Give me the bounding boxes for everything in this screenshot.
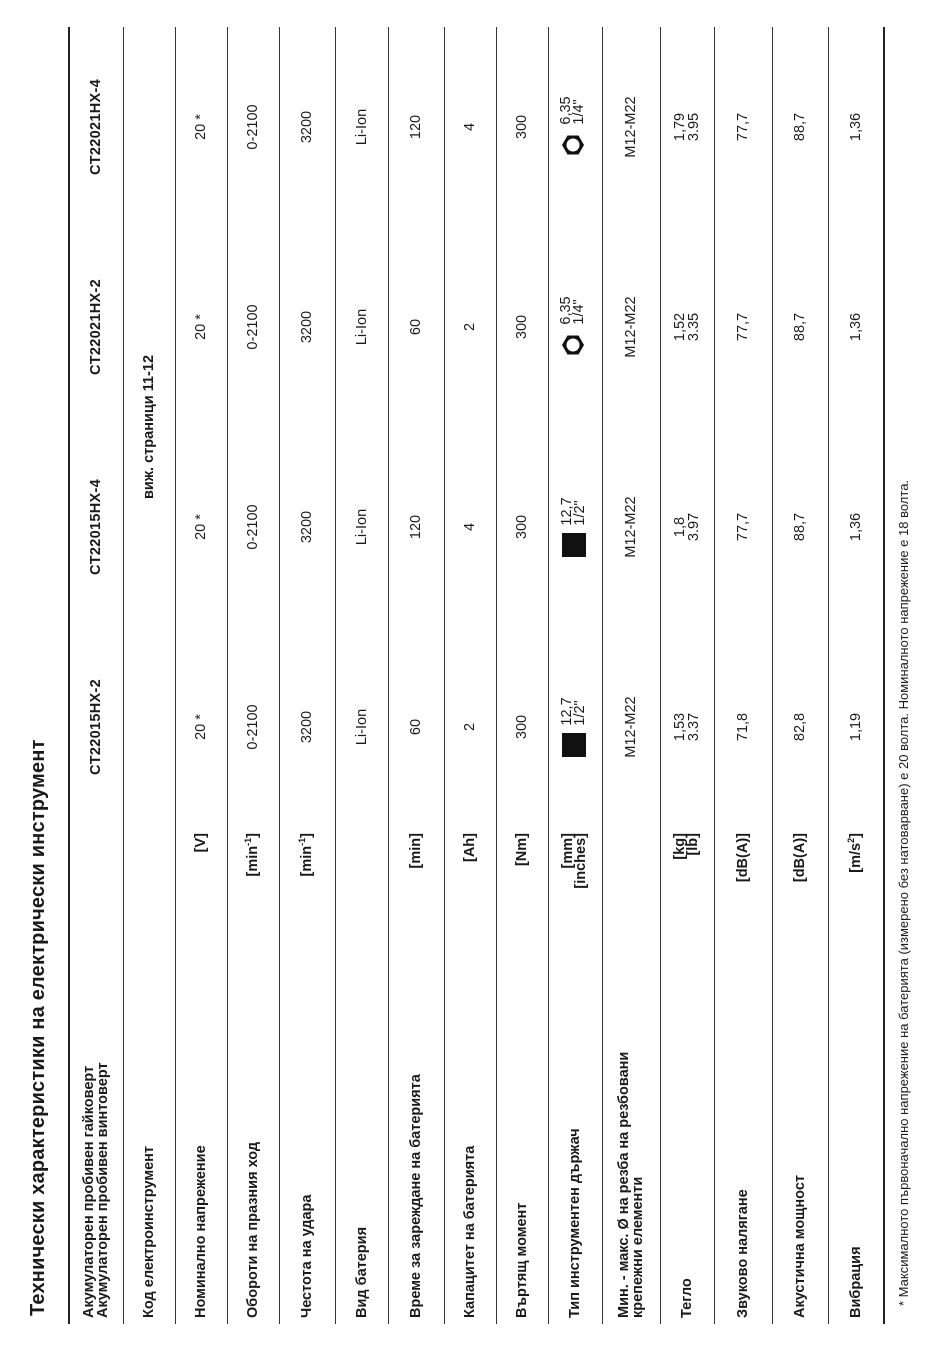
model-ct22021hx-2: CT22021HX-2 (88, 279, 105, 375)
spec-value: 88,7 (792, 312, 808, 342)
weight-value-stack (673, 313, 701, 341)
unit-close: ] (245, 833, 261, 838)
spec-value: 77,7 (735, 512, 751, 542)
spec-label: Звуково налягане (735, 1189, 751, 1318)
code-value: виж. страници 11-12 (141, 354, 157, 500)
chuck-value (548, 227, 602, 427)
weight-lb: 3.97 (685, 512, 702, 542)
spec-label: Капацитет на батерията (462, 1145, 478, 1318)
spec-value: Li-Ion (353, 508, 370, 546)
spec-value: 3200 (299, 310, 315, 344)
code-row (123, 27, 175, 1324)
spec-value: 2 (462, 722, 478, 732)
thread-value: M12-M22 (623, 696, 639, 758)
spec-value: 300 (514, 514, 530, 540)
spec-value: 60 (408, 718, 424, 736)
spec-value: 1,36 (847, 512, 864, 542)
chuck-size-inch: 1/2" (571, 500, 588, 526)
header-unit-cell (69, 827, 123, 1012)
chuck-value-group (560, 96, 586, 157)
chuck-size-mm: 6,35 (558, 96, 574, 125)
weight-row (660, 27, 714, 1324)
unit-base: [m/s (847, 842, 864, 873)
spec-unit: [Ah] (462, 833, 478, 862)
spec-unit: [dB(A)] (792, 833, 808, 883)
spec-row (175, 27, 227, 1324)
chuck-size-mm: 12,7 (558, 697, 575, 726)
weight-kg: 1,8 (671, 516, 688, 538)
spec-value: 20 * (193, 114, 209, 140)
spec-value: 1,36 (847, 112, 864, 142)
spec-value: 20 * (193, 714, 209, 740)
spec-value: 4 (462, 522, 478, 532)
thread-value: M12-M22 (623, 496, 639, 558)
page-title: Технически характеристики на електрически инструмент (27, 739, 49, 1316)
spec-row (388, 27, 444, 1324)
weight-value-stack (673, 513, 701, 541)
thread-value: M12-M22 (623, 96, 639, 158)
unit-inches: [inches] (572, 833, 589, 889)
chuck-value-group (558, 497, 588, 556)
spec-value: 3200 (299, 710, 315, 744)
chuck-unit-stack (559, 833, 589, 889)
spec-unit (227, 827, 279, 1012)
square-drive-icon (562, 733, 586, 757)
thread-label-line-1: Мин. - макс. Ø на резба на резбовани (615, 1051, 632, 1318)
chuck-value (548, 627, 602, 827)
spec-value: 3200 (299, 110, 315, 144)
spec-value: Li-Ion (353, 708, 370, 746)
spec-value: 77,7 (735, 112, 751, 142)
unit-close: ] (847, 833, 864, 838)
footnote: * Максималното първоначално напрежение на батерията (измерено без натоварване) е 20 волта. Номиналното напрежение е 18 волта. (896, 479, 911, 1306)
unit-mm: [mm] (559, 833, 576, 869)
unit-superscript: -1 (243, 837, 254, 846)
thread-label (602, 1012, 660, 1324)
weight-label: Тегло (679, 1278, 695, 1318)
spec-row (444, 27, 496, 1324)
spec-value: Li-Ion (353, 108, 370, 146)
spec-unit (279, 827, 335, 1012)
weight-unit-stack (671, 833, 701, 860)
spec-value: 300 (514, 114, 530, 140)
spec-value: 1,19 (847, 712, 864, 742)
chuck-row (548, 27, 602, 1324)
spec-value: 88,7 (792, 512, 808, 542)
chuck-size-stack (558, 697, 588, 726)
spec-label: Вид батерия (353, 1226, 370, 1318)
weight-unit (660, 827, 714, 1012)
weight-value (660, 427, 714, 627)
spec-value: 77,7 (735, 312, 751, 342)
spec-row (227, 27, 279, 1324)
weight-lb: 3.95 (685, 112, 702, 142)
model-ct22021hx-4: CT22021HX-4 (88, 79, 105, 175)
chuck-size-mm: 12,7 (558, 497, 575, 526)
unit-superscript: -1 (297, 837, 308, 846)
spec-row (335, 27, 388, 1324)
weight-value (660, 27, 714, 227)
model-ct22015hx-4: CT22015HX-4 (88, 479, 105, 575)
weight-lb: 3.37 (685, 712, 702, 742)
chuck-value (548, 427, 602, 627)
hex-drive-icon (560, 332, 586, 358)
weight-kg: 1,52 (671, 312, 688, 342)
weight-value (660, 227, 714, 427)
thread-row (602, 27, 660, 1324)
spec-table (68, 27, 885, 1324)
unit-kg: [kg] (671, 833, 688, 860)
unit-close: ] (299, 833, 315, 838)
tool-type-line-1: Акумулаторен пробивен гайковерт (80, 1065, 97, 1318)
spec-label: Обороти на празния ход (245, 1141, 261, 1318)
spec-value: 71,8 (735, 712, 751, 742)
unit-base: [min (299, 845, 315, 877)
spec-value: Li-Ion (353, 308, 370, 346)
weight-kg: 1,79 (671, 112, 688, 142)
header-row (69, 27, 123, 1324)
spec-value: 3200 (299, 510, 315, 544)
spec-unit: [V] (193, 833, 209, 853)
chuck-unit (548, 827, 602, 1012)
spec-value: 82,8 (792, 712, 808, 742)
spec-value: 2 (462, 322, 478, 332)
chuck-size-inch: 1/4" (571, 299, 587, 325)
thread-label-stack (617, 1052, 645, 1318)
chuck-size-inch: 1/4" (571, 99, 587, 125)
tool-type-line-2: Акумулаторен пробивен винтоверт (94, 1062, 111, 1318)
spec-value: 300 (514, 314, 530, 340)
unit-base: [min (245, 845, 261, 877)
chuck-size-stack (558, 497, 588, 526)
spec-value: 0-2100 (245, 704, 261, 750)
chuck-value-group (560, 296, 586, 357)
spec-row (496, 27, 548, 1324)
chuck-size-inch: 1/2" (571, 700, 588, 726)
unit-superscript: 2 (845, 837, 856, 843)
spec-value: 60 (408, 318, 424, 336)
spec-label: Вибрация (847, 1246, 864, 1318)
spec-value: 120 (408, 514, 424, 540)
weight-value-stack (673, 113, 701, 141)
spec-row (828, 27, 884, 1324)
spec-value: 0-2100 (245, 104, 261, 150)
spec-unit: [min] (408, 833, 424, 869)
spec-label: Въртящ момент (514, 1202, 530, 1318)
spec-table-body (69, 27, 884, 1324)
spec-row (772, 27, 828, 1324)
weight-kg: 1,53 (671, 712, 688, 742)
code-label: Код електроинструмент (141, 1146, 157, 1318)
chuck-label: Тип инструментен държач (567, 1128, 583, 1318)
chuck-size-mm: 6,35 (558, 296, 574, 325)
weight-value (660, 627, 714, 827)
spec-value: 0-2100 (245, 304, 261, 350)
thread-label-line-2: крепежни елементи (629, 1176, 646, 1318)
spec-label: Време за зареждане на батерията (408, 1074, 424, 1318)
spec-value: 300 (514, 714, 530, 740)
spec-value: 88,7 (792, 112, 808, 142)
chuck-value-group (558, 697, 588, 756)
spec-row (714, 27, 772, 1324)
unit-lb: [lb] (684, 833, 701, 856)
spec-value: 4 (462, 122, 478, 132)
chuck-size-stack (560, 296, 586, 324)
thread-value: M12-M22 (623, 296, 639, 358)
spec-label: Честота на удара (299, 1194, 315, 1318)
spec-value: 0-2100 (245, 504, 261, 550)
spec-row (279, 27, 335, 1324)
spec-value: 20 * (193, 314, 209, 340)
code-unit-cell (123, 827, 175, 1012)
weight-value-stack (673, 713, 701, 741)
spec-label: Акустична мощност (792, 1175, 808, 1318)
spec-unit (828, 827, 884, 1012)
spec-value: 20 * (193, 514, 209, 540)
chuck-size-stack (560, 96, 586, 124)
hex-drive-icon (560, 132, 586, 158)
spec-unit (335, 827, 388, 1012)
spec-value: 120 (408, 114, 424, 140)
chuck-value (548, 27, 602, 227)
spec-value: 1,36 (847, 312, 864, 342)
model-ct22015hx-2: CT22015HX-2 (88, 679, 105, 775)
square-drive-icon (562, 533, 586, 557)
spec-unit: [dB(A)] (735, 833, 751, 883)
spec-unit: [Nm] (514, 833, 530, 867)
spec-label: Номинално напрежение (193, 1145, 209, 1318)
thread-unit (602, 827, 660, 1012)
weight-lb: 3.35 (685, 312, 702, 342)
tool-type-label (69, 1012, 123, 1324)
